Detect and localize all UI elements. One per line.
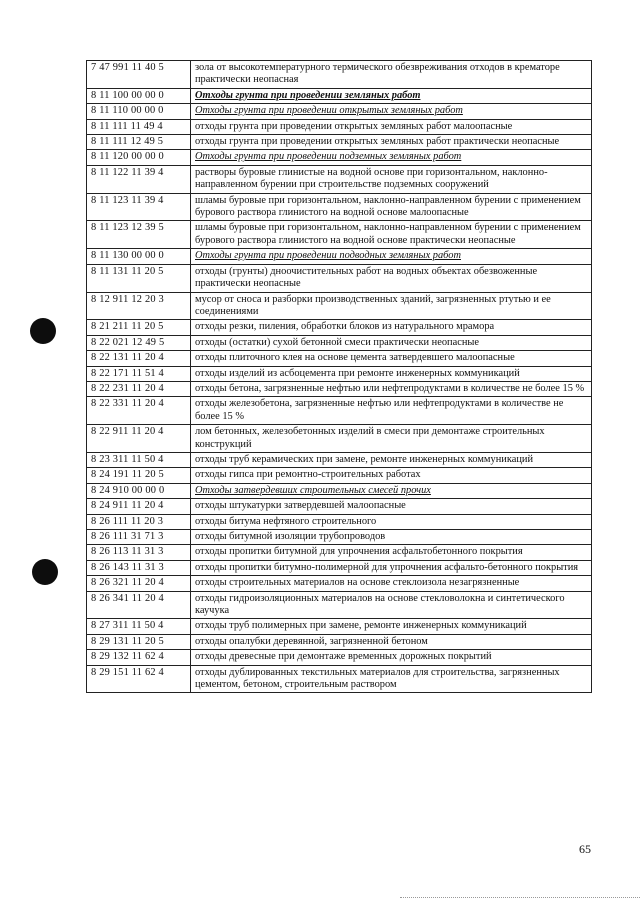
table-row <box>87 591 592 619</box>
waste-name-cell: шламы буровые при горизонтальном, наклонно-направленном бурении с применением бурового раствора глинистого на водной основе практически неопасные <box>191 221 592 249</box>
table-row <box>87 221 592 249</box>
binder-hole-bottom <box>32 559 58 585</box>
table-row <box>87 292 592 320</box>
waste-name-cell: мусор от сноса и разборки производственных зданий, загрязненных ртутью и ее соединениями <box>191 292 592 320</box>
waste-code-cell: 8 11 122 11 39 4 <box>87 165 191 193</box>
waste-code-cell: 8 24 910 00 00 0 <box>87 483 191 498</box>
waste-name-cell: отходы дублированных текстильных материалов для строительства, загрязненных цементом, бетоном, строительным раствором <box>191 665 592 693</box>
table-row <box>87 514 592 529</box>
waste-code-cell: 8 11 111 12 49 5 <box>87 135 191 150</box>
waste-name-cell: отходы пропитки битумно-полимерной для упрочнения асфальто-бетонного покрытия <box>191 560 592 575</box>
waste-code-cell: 8 26 111 31 71 3 <box>87 530 191 545</box>
waste-name-cell: отходы грунта при проведении открытых земляных работ практически неопасные <box>191 135 592 150</box>
table-row <box>87 104 592 119</box>
waste-code-cell: 8 24 911 11 20 4 <box>87 499 191 514</box>
table-row <box>87 634 592 649</box>
page-number: 65 <box>579 842 591 856</box>
table-body <box>87 61 592 693</box>
waste-code-cell: 8 22 231 11 20 4 <box>87 381 191 396</box>
table-row <box>87 483 592 498</box>
waste-name-cell: отходы битумной изоляции трубопроводов <box>191 530 592 545</box>
table-row <box>87 425 592 453</box>
waste-code-cell: 8 11 110 00 00 0 <box>87 104 191 119</box>
table-row <box>87 193 592 221</box>
table-row <box>87 468 592 483</box>
table-row <box>87 560 592 575</box>
table-row <box>87 452 592 467</box>
waste-name-cell: отходы резки, пиления, обработки блоков из натурального мрамора <box>191 320 592 335</box>
waste-name-cell: Отходы грунта при проведении земляных работ <box>191 88 592 103</box>
table-row <box>87 665 592 693</box>
waste-name-cell: шламы буровые при горизонтальном, наклонно-направленном бурении с применением бурового раствора глинистого на водной основе малоопасные <box>191 193 592 221</box>
waste-code-cell: 8 22 911 11 20 4 <box>87 425 191 453</box>
waste-code-cell: 8 11 100 00 00 0 <box>87 88 191 103</box>
waste-name-cell: отходы плиточного клея на основе цемента затвердевшего малоопасные <box>191 351 592 366</box>
waste-name-cell: Отходы грунта при проведении подводных земляных работ <box>191 249 592 264</box>
waste-name-cell: отходы строительных материалов на основе стеклоизола незагрязненные <box>191 576 592 591</box>
waste-code-cell: 8 26 111 11 20 3 <box>87 514 191 529</box>
table-row <box>87 650 592 665</box>
waste-name-cell: Отходы грунта при проведении открытых земляных работ <box>191 104 592 119</box>
table-row <box>87 530 592 545</box>
waste-name-cell: отходы изделий из асбоцемента при ремонте инженерных коммуникаций <box>191 366 592 381</box>
waste-name-cell: отходы грунта при проведении открытых земляных работ малоопасные <box>191 119 592 134</box>
waste-code-cell: 8 29 151 11 62 4 <box>87 665 191 693</box>
waste-code-cell: 8 22 021 12 49 5 <box>87 335 191 350</box>
waste-name-cell: растворы буровые глинистые на водной основе при горизонтальном, наклонно-направленном бурении при строительстве подземных сооружений <box>191 165 592 193</box>
waste-code-cell: 8 24 191 11 20 5 <box>87 468 191 483</box>
waste-name-cell: Отходы затвердевших строительных смесей прочих <box>191 483 592 498</box>
waste-name-cell: отходы пропитки битумной для упрочнения асфальтобетонного покрытия <box>191 545 592 560</box>
waste-code-cell: 8 23 311 11 50 4 <box>87 452 191 467</box>
waste-code-cell: 8 26 113 11 31 3 <box>87 545 191 560</box>
waste-code-cell: 8 11 131 11 20 5 <box>87 264 191 292</box>
waste-code-cell: 8 26 341 11 20 4 <box>87 591 191 619</box>
waste-code-cell: 8 22 131 11 20 4 <box>87 351 191 366</box>
waste-name-cell: отходы (остатки) сухой бетонной смеси практически неопасные <box>191 335 592 350</box>
waste-name-cell: отходы гидроизоляционных материалов на основе стекловолокна и синтетического каучука <box>191 591 592 619</box>
table-row <box>87 351 592 366</box>
waste-code-cell: 8 11 120 00 00 0 <box>87 150 191 165</box>
table-row <box>87 397 592 425</box>
waste-code-cell: 8 22 171 11 51 4 <box>87 366 191 381</box>
waste-classification-table <box>86 60 592 693</box>
table-row <box>87 119 592 134</box>
table-row <box>87 88 592 103</box>
table-row <box>87 264 592 292</box>
table-row <box>87 576 592 591</box>
waste-name-cell: отходы труб керамических при замене, ремонте инженерных коммуникаций <box>191 452 592 467</box>
binder-hole-top <box>30 318 56 344</box>
waste-code-cell: 8 11 130 00 00 0 <box>87 249 191 264</box>
table-row <box>87 619 592 634</box>
table-row <box>87 150 592 165</box>
waste-name-cell: Отходы грунта при проведении подземных земляных работ <box>191 150 592 165</box>
waste-name-cell: отходы железобетона, загрязненные нефтью или нефтепродуктами в количестве не более 15 % <box>191 397 592 425</box>
waste-code-cell: 8 22 331 11 20 4 <box>87 397 191 425</box>
table-row <box>87 366 592 381</box>
waste-name-cell: отходы штукатурки затвердевшей малоопасные <box>191 499 592 514</box>
waste-name-cell: отходы (грунты) дноочистительных работ на водных объектах обезвоженные практически неопасные <box>191 264 592 292</box>
waste-code-cell: 8 29 131 11 20 5 <box>87 634 191 649</box>
table-row <box>87 335 592 350</box>
table-row <box>87 381 592 396</box>
waste-code-cell: 8 21 211 11 20 5 <box>87 320 191 335</box>
scan-edge-artifact <box>400 897 640 900</box>
waste-name-cell: зола от высокотемпературного термического обезвреживания отходов в крематоре практически неопасная <box>191 61 592 89</box>
waste-code-cell: 8 29 132 11 62 4 <box>87 650 191 665</box>
table-row <box>87 61 592 89</box>
waste-code-cell: 8 11 123 11 39 4 <box>87 193 191 221</box>
waste-code-cell: 8 26 143 11 31 3 <box>87 560 191 575</box>
table-row <box>87 545 592 560</box>
waste-code-cell: 8 11 123 12 39 5 <box>87 221 191 249</box>
waste-name-cell: отходы древесные при демонтаже временных дорожных покрытий <box>191 650 592 665</box>
table-row <box>87 249 592 264</box>
waste-code-cell: 8 27 311 11 50 4 <box>87 619 191 634</box>
waste-code-cell: 8 26 321 11 20 4 <box>87 576 191 591</box>
waste-name-cell: отходы опалубки деревянной, загрязненной бетоном <box>191 634 592 649</box>
table-row <box>87 499 592 514</box>
table-row <box>87 165 592 193</box>
table-row <box>87 135 592 150</box>
waste-name-cell: лом бетонных, железобетонных изделий в смеси при демонтаже строительных конструкций <box>191 425 592 453</box>
waste-name-cell: отходы бетона, загрязненные нефтью или нефтепродуктами в количестве не более 15 % <box>191 381 592 396</box>
waste-name-cell: отходы битума нефтяного строительного <box>191 514 592 529</box>
waste-name-cell: отходы труб полимерных при замене, ремонте инженерных коммуникаций <box>191 619 592 634</box>
waste-code-cell: 7 47 991 11 40 5 <box>87 61 191 89</box>
waste-code-cell: 8 12 911 12 20 3 <box>87 292 191 320</box>
waste-name-cell: отходы гипса при ремонтно-строительных работах <box>191 468 592 483</box>
waste-code-cell: 8 11 111 11 49 4 <box>87 119 191 134</box>
table-row <box>87 320 592 335</box>
